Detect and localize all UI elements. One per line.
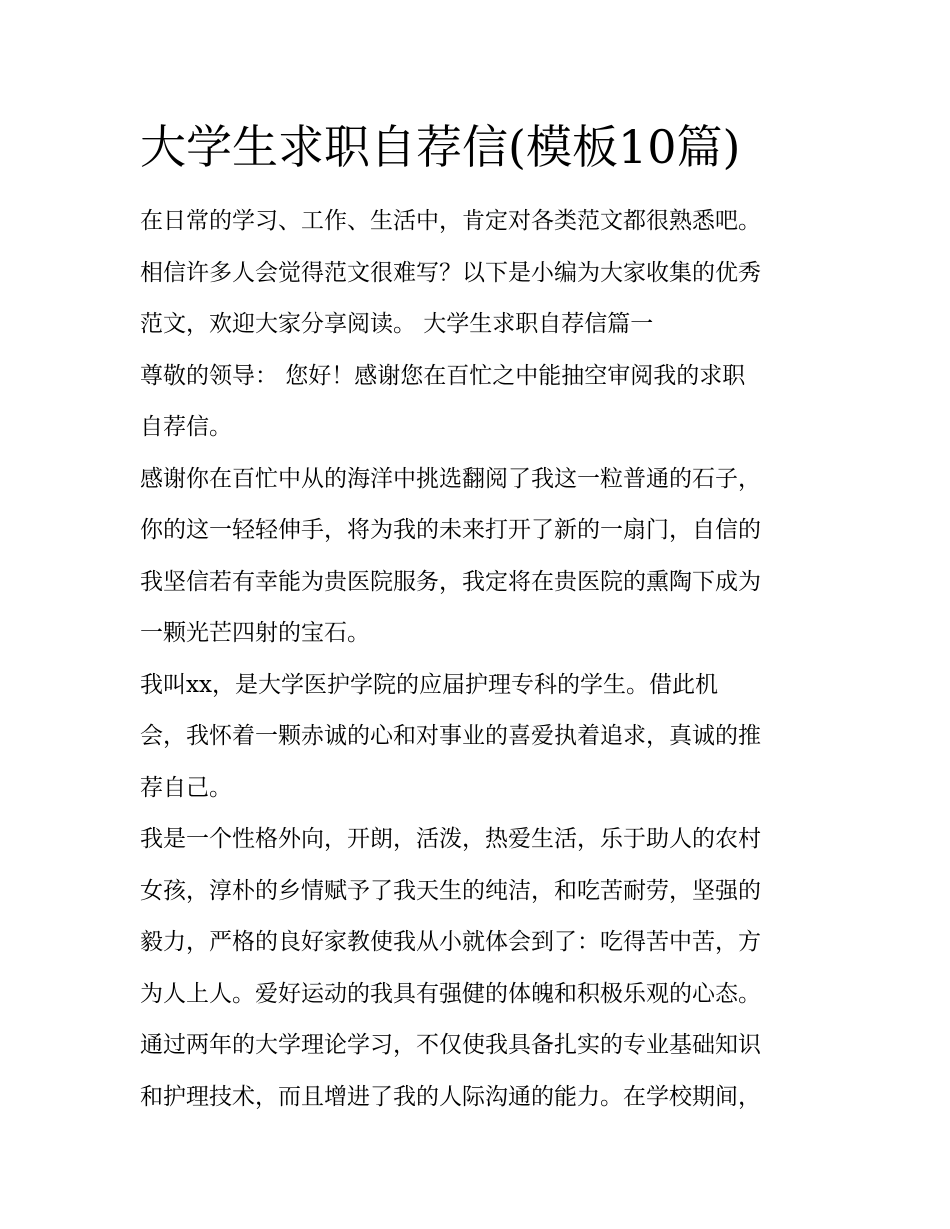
text-line: 毅力，严格的良好家教使我从小就体会到了：吃得苦中苦，方: [140, 929, 761, 955]
text-line: 自荐信。: [140, 414, 232, 440]
text-line: 范文，欢迎大家分享阅读。 大学生求职自荐信篇一: [140, 311, 654, 337]
text-line: 相信许多人会觉得范文很难写？以下是小编为大家收集的优秀: [140, 259, 761, 286]
text-line: 通过两年的大学理论学习，不仅使我具备扎实的专业基础知识: [140, 1032, 761, 1058]
document-body: [140, 196, 820, 1123]
text-line: 我坚信若有幸能为贵医院服务，我定将在贵医院的熏陶下成为: [140, 568, 761, 595]
text-line: 尊敬的领导： 您好！感谢您在百忙之中能抽空审阅我的求职: [140, 362, 746, 389]
text-line: 我是一个性格外向，开朗，活泼，热爱生活，乐于助人的农村: [140, 826, 761, 852]
text-line: 会，我怀着一颗赤诚的心和对事业的喜爱执着追求，真诚的推: [140, 723, 761, 749]
text-line: 女孩，淳朴的乡情赋予了我天生的纯洁，和吃苦耐劳，坚强的: [140, 877, 761, 904]
text-line: 和护理技术，而且增进了我的人际沟通的能力。在学校期间，: [140, 1083, 761, 1110]
text-line: 感谢你在百忙中从的海洋中挑选翻阅了我这一粒普通的石子，: [140, 465, 761, 492]
text-line: 荐自己。: [140, 774, 232, 801]
document-title: 大学生求职自荐信(模板10篇): [140, 120, 741, 174]
text-line: 在日常的学习、工作、生活中，肯定对各类范文都很熟悉吧。: [140, 208, 761, 234]
text-line: 你的这一轻轻伸手，将为我的未来打开了新的一扇门，自信的: [140, 517, 761, 543]
text-line: 为人上人。爱好运动的我具有强健的体魄和积极乐观的心态。: [140, 980, 761, 1007]
text-line: 一颗光芒四射的宝石。: [140, 620, 370, 646]
text-line: 我叫xx，是大学医护学院的应届护理专科的学生。借此机: [140, 671, 718, 698]
